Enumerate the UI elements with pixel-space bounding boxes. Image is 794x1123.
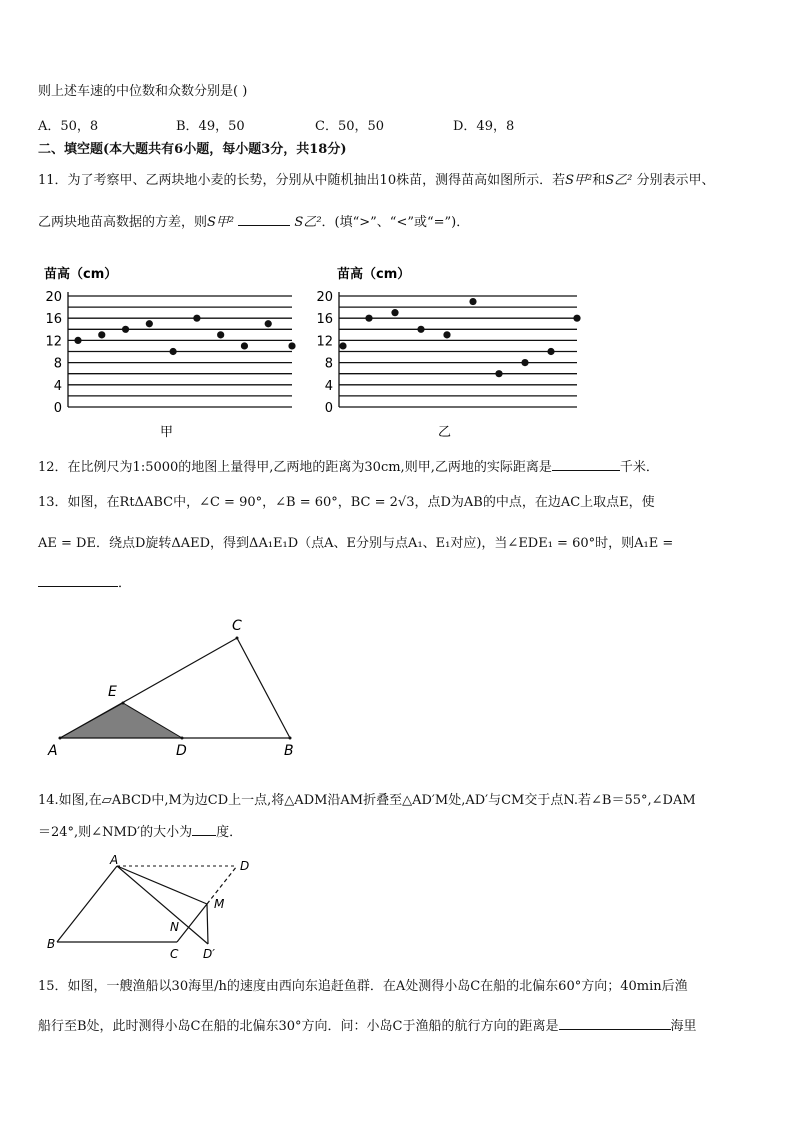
y-tick-label: 4: [53, 378, 62, 394]
data-point: [146, 320, 153, 327]
q11-s-yi: S乙²: [605, 173, 633, 188]
y-tick-label: 8: [324, 356, 333, 372]
y-tick-label: 0: [324, 401, 333, 416]
label-n: N: [170, 920, 179, 934]
chart-yi: [316, 266, 580, 440]
q13-line3-end: ．: [118, 576, 132, 591]
q11-s-jia-2: S甲²: [207, 215, 235, 230]
q11-line1: [38, 172, 715, 190]
data-point: [193, 315, 200, 322]
data-point: [241, 342, 248, 349]
data-point: [391, 309, 398, 316]
y-tick-label: 4: [324, 378, 333, 394]
q14-line2: [38, 822, 242, 842]
y-tick-label: 20: [45, 290, 62, 305]
y-tick-label: 0: [53, 401, 62, 416]
line-am: [117, 866, 207, 904]
triangle-aed-shaded: [60, 703, 182, 738]
label-d-prime: D′: [203, 947, 215, 961]
q11-text-a: 11．为了考察甲、乙两块地小麦的长势，分别从中随机抽出10株苗，测得苗高如图所示．若: [38, 173, 566, 188]
q10-option-b[interactable]: B．49，50: [176, 119, 245, 134]
data-point: [469, 298, 476, 305]
label-b: B: [284, 743, 294, 759]
q14-text-b: 度．: [216, 825, 243, 840]
q14-line1: 14.如图,在▱ABCD中,M为边CD上一点,将△ADM沿AM折叠至△AD′M处,AD′与CM交于点N.若∠B＝55°,∠DAM: [38, 793, 696, 808]
side-cb: [237, 638, 290, 738]
q11-s-yi-2: S乙²: [294, 215, 322, 230]
data-point: [495, 370, 502, 377]
q11-line2: [38, 212, 469, 232]
data-point: [122, 326, 129, 333]
point-b: [289, 737, 292, 740]
chart-jia: [44, 266, 296, 440]
side-cm: [177, 904, 207, 942]
point-d: [181, 737, 184, 740]
data-point: [573, 315, 580, 322]
q11-s-jia: S甲²: [565, 173, 593, 188]
q11-charts: [40, 258, 600, 448]
line-ad-prime: [117, 866, 208, 944]
point-a: [59, 737, 62, 740]
q11-text-c: 乙两块地苗高数据的方差，则: [38, 215, 208, 230]
data-point: [417, 326, 424, 333]
q11-text-b: 分别表示甲、: [636, 173, 715, 188]
q12-line: [38, 457, 659, 477]
point-c: [236, 637, 239, 640]
q10-option-a[interactable]: A．50，8: [38, 119, 99, 134]
chart-title: 苗高（cm）: [337, 267, 411, 282]
q14-text-a: ＝24°,则∠NMD′的大小为: [38, 825, 193, 840]
y-tick-label: 16: [316, 312, 333, 328]
q13-line3: [38, 573, 131, 593]
data-point: [170, 348, 177, 355]
q15-text-b: 海里: [670, 1019, 697, 1034]
q13-answer-blank[interactable]: [38, 573, 118, 587]
side-ab: [57, 866, 117, 942]
q14-figure: [40, 852, 270, 964]
y-tick-label: 8: [53, 356, 62, 372]
label-a: A: [48, 743, 58, 759]
q15-answer-blank[interactable]: [559, 1016, 671, 1030]
q10-option-c[interactable]: C．50，50: [315, 119, 385, 134]
q15-line2: [38, 1016, 697, 1036]
x-label: 乙: [438, 425, 452, 440]
q13-line2: AE = DE．绕点D旋转ΔAED，得到ΔA₁E₁D（点A、E分别与点A₁、E₁对应)，当∠EDE₁ = 60°时，则A₁E =: [38, 536, 674, 551]
label-b: B: [47, 937, 56, 951]
q10-stem: 则上述车速的中位数和众数分别是( ): [38, 84, 248, 99]
data-point: [443, 331, 450, 338]
label-a: A: [110, 853, 119, 867]
label-m: M: [214, 897, 225, 911]
y-tick-label: 20: [316, 290, 333, 305]
line-md-prime: [207, 904, 208, 944]
x-label: 甲: [160, 425, 174, 440]
label-c: C: [232, 618, 242, 634]
q15-line1: 15．如图，一艘渔船以30海里/h的速度由西向东追赶鱼群．在A处测得小岛C在船的北偏东60°方向；40min后渔: [38, 979, 688, 994]
data-point: [547, 348, 554, 355]
q13-figure: [40, 612, 320, 762]
label-d: D: [240, 859, 250, 873]
y-tick-label: 12: [316, 334, 333, 350]
data-point: [217, 331, 224, 338]
y-tick-label: 16: [45, 312, 62, 328]
q12-text-a: 12．在比例尺为1:5000的地图上量得甲,乙两地的距离为30cm,则甲,乙两地的实际距离是: [38, 460, 552, 475]
q11-text-d: ．(填“>”、“<”或“=”)．: [321, 215, 470, 230]
q13-line1: 13．如图，在RtΔABC中，∠C = 90°，∠B = 60°，BC = 2√3，点D为AB的中点，在边AC上取点E，使: [38, 495, 655, 510]
q12-answer-blank[interactable]: [552, 457, 620, 471]
chart-title: 苗高（cm）: [44, 267, 118, 282]
q12-text-b: 千米．: [619, 460, 659, 475]
data-point: [365, 315, 372, 322]
data-point: [521, 359, 528, 366]
data-point: [339, 342, 346, 349]
data-point: [265, 320, 272, 327]
data-point: [98, 331, 105, 338]
q10-option-d[interactable]: D．49，8: [453, 119, 515, 134]
label-e: E: [108, 684, 117, 700]
section-heading: 二、填空题(本大题共有6小题，每小题3分，共18分): [38, 142, 347, 157]
label-d: D: [176, 743, 187, 759]
data-point: [74, 337, 81, 344]
q14-answer-blank[interactable]: [192, 822, 216, 836]
point-e: [122, 702, 125, 705]
data-point: [288, 342, 295, 349]
label-c: C: [170, 947, 179, 961]
q11-he: 和: [592, 173, 606, 188]
y-tick-label: 12: [45, 334, 62, 350]
q11-answer-blank[interactable]: [238, 212, 290, 226]
q15-text-a: 船行至B处，此时测得小岛C在船的北偏东30°方向．问：小岛C于渔船的航行方向的距离是: [38, 1019, 559, 1034]
